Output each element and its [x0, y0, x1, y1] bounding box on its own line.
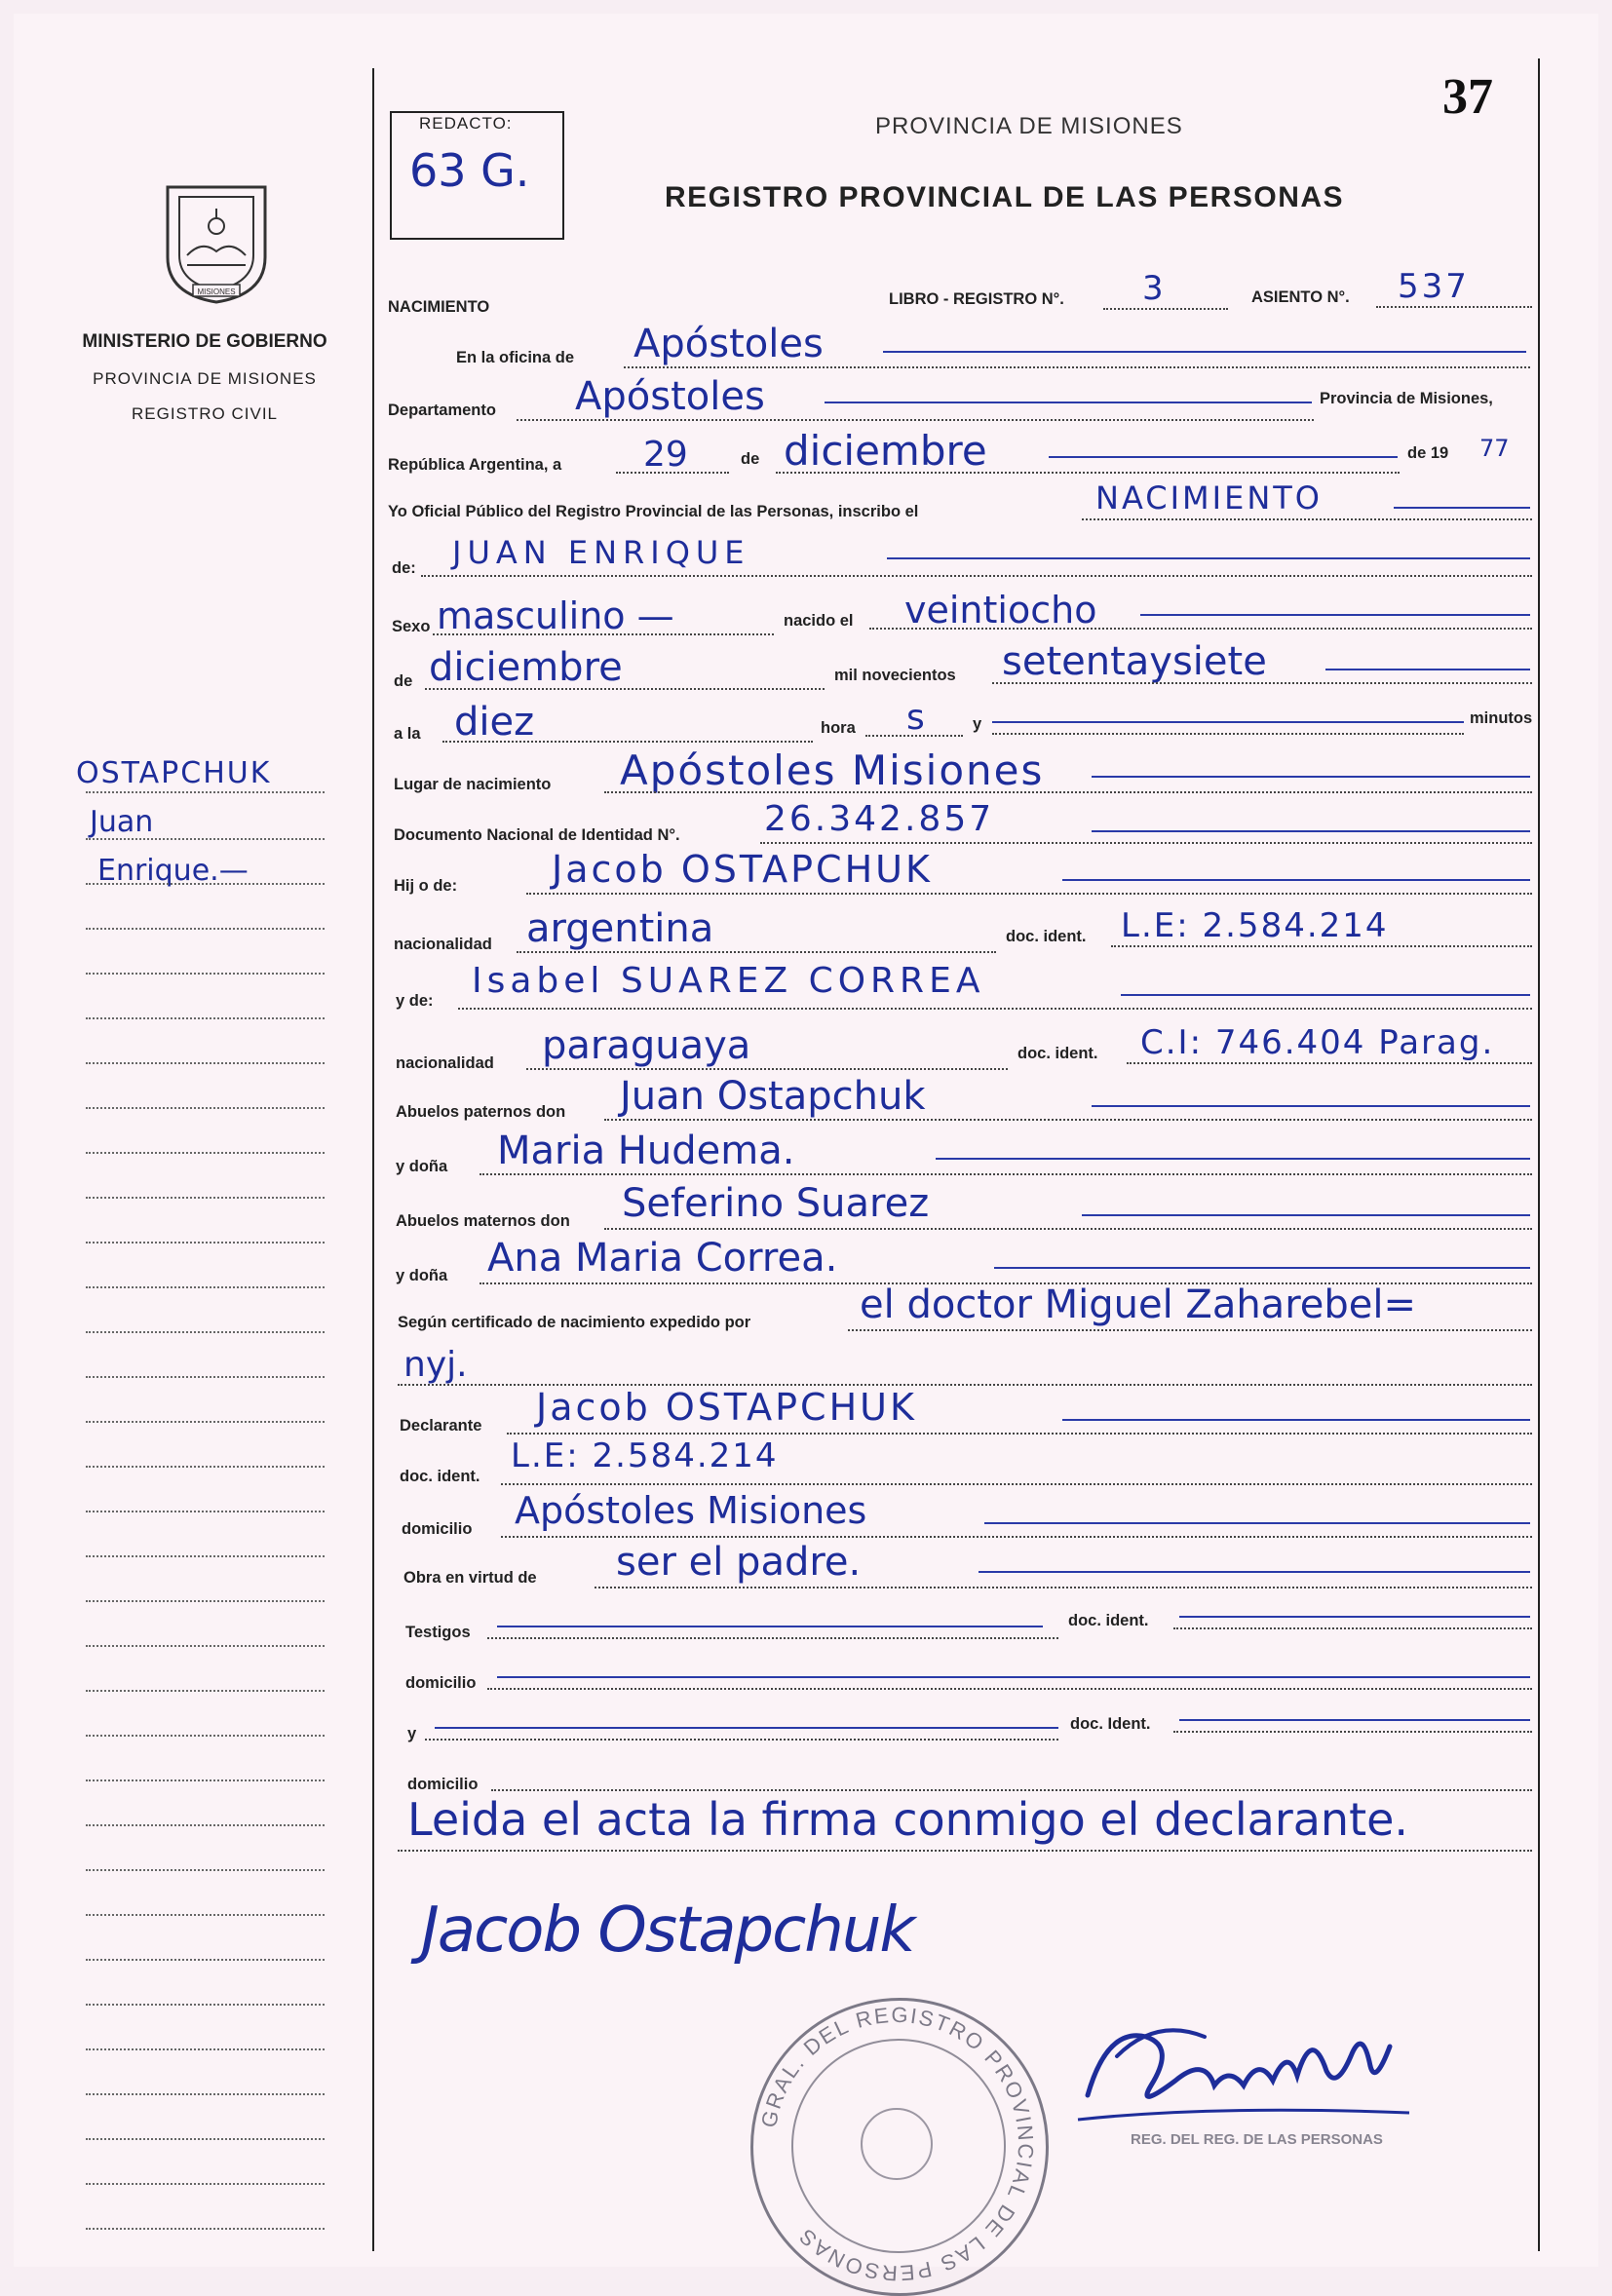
margin-line: [86, 1869, 325, 1871]
ab-pat-line: [604, 1119, 1532, 1121]
de-nombre-label: de:: [392, 559, 416, 577]
margin-line: [86, 1555, 325, 1557]
provincial-seal-icon: [158, 179, 275, 306]
official-stamp-text: [1121, 2095, 1394, 2173]
margin-line: [86, 1331, 325, 1333]
svg-text:GRAL. DEL REGISTRO PROVINCIAL: [756, 2003, 1038, 2286]
margin-line: [86, 1914, 325, 1916]
header-province: PROVINCIA DE MISIONES: [875, 113, 1183, 139]
yo-oficial-label: Yo Oficial Público del Registro Provincial de las Personas, inscribo el: [388, 503, 919, 520]
doc-madre-line: [1127, 1062, 1532, 1064]
sexo-value: masculino —: [437, 594, 674, 637]
margin-line: [86, 1511, 325, 1512]
ab-pat-underline: [1092, 1105, 1530, 1107]
domicilio-underline: [984, 1522, 1530, 1524]
ministry-province: PROVINCIA DE MISIONES: [93, 369, 317, 388]
dni-value: 26.342.857: [764, 799, 995, 839]
madre-line: [458, 1008, 1532, 1010]
oficina-label: En la oficina de: [456, 349, 575, 366]
republica-label: República Argentina, a: [388, 456, 562, 474]
stamp-side-text: REG. DEL REG. DE LAS PERSONAS: [1131, 2131, 1383, 2148]
de-anio-label: de 19: [1407, 444, 1449, 462]
inscribo-value: NACIMIENTO: [1095, 479, 1323, 517]
nacionalidad-madre-label: nacionalidad: [396, 1054, 494, 1072]
madre-value: Isabel SUAREZ CORREA: [472, 961, 985, 1001]
closing-statement: Leida el acta la firma conmigo el declarante.: [407, 1793, 1409, 1846]
inscribo-line: [1082, 518, 1532, 520]
ab-mat-dona-underline: [994, 1267, 1530, 1269]
margin-line: [86, 791, 325, 793]
y-dona-mat-label: y doña: [396, 1267, 448, 1284]
margin-line: [86, 928, 325, 930]
nacido-line: [869, 628, 1532, 630]
hora-s-value: s: [906, 698, 925, 738]
margin-line: [86, 2004, 325, 2006]
margin-line: [86, 838, 325, 840]
nacimiento-label: NACIMIENTO: [388, 298, 490, 316]
doc-testigo2-line: [1173, 1731, 1532, 1733]
departamento-underline: [825, 402, 1312, 403]
nombre-value: JUAN ENRIQUE: [452, 534, 750, 571]
lugar-underline: [1092, 776, 1530, 778]
departamento-value: Apóstoles: [575, 374, 765, 419]
ab-mat-underline: [1082, 1214, 1530, 1216]
madre-underline: [1121, 994, 1530, 996]
provincia-label: Provincia de Misiones,: [1320, 390, 1493, 407]
margin-line: [86, 1152, 325, 1154]
lugar-label: Lugar de nacimiento: [394, 776, 552, 793]
seal-text: MISIONES: [197, 287, 236, 296]
margin-line: [86, 1466, 325, 1468]
mes-value: diciembre: [784, 427, 987, 475]
stamp-circular-text: GRAL. DEL REGISTRO PROVINCIAL DE LAS PERSONAS: [756, 2002, 1039, 2286]
de2-label: de: [394, 672, 413, 690]
nombre-underline: [887, 557, 1530, 559]
nacido-value: veintiocho: [904, 589, 1097, 631]
a-la-label: a la: [394, 725, 421, 743]
doc-padre-line: [1111, 945, 1532, 947]
page-number: 37: [1442, 69, 1493, 125]
mes-nac-line: [425, 688, 825, 690]
departamento-line: [517, 419, 1314, 421]
minutos-label: minutos: [1470, 709, 1533, 727]
sexo-line: [433, 633, 774, 635]
libro-value: 3: [1142, 269, 1164, 308]
declarante-underline: [1062, 1419, 1530, 1421]
margin-line: [86, 973, 325, 975]
domicilio2-line: [487, 1688, 1532, 1690]
obra-line: [595, 1587, 1532, 1588]
minutos-underline: [992, 721, 1464, 723]
registry-stamp-text: [750, 1998, 1043, 2290]
margin-line: [86, 2093, 325, 2095]
asiento-label: ASIENTO N°.: [1251, 288, 1350, 306]
doc-padre-value: L.E: 2.584.214: [1121, 906, 1389, 945]
doc-ident-testigo2-label: doc. Ident.: [1070, 1715, 1151, 1733]
hora-s-line: [865, 735, 963, 737]
margin-line: [86, 883, 325, 885]
anio-nac-value: setentaysiete: [1002, 639, 1267, 684]
dni-label: Documento Nacional de Identidad N°.: [394, 826, 680, 844]
margin-line: [86, 1421, 325, 1423]
inscribo-underline: [1394, 507, 1530, 509]
mil-label: mil novecientos: [834, 667, 956, 684]
departamento-label: Departamento: [388, 402, 496, 419]
declarant-signature: Jacob Ostapchuk: [421, 1894, 914, 1967]
padre-value: Jacob OSTAPCHUK: [552, 848, 933, 891]
ab-mat-dona-value: Ana Maria Correa.: [487, 1236, 838, 1281]
redacto-value: 63 G.: [409, 144, 530, 197]
segun-label: Según certificado de nacimiento expedido por: [398, 1314, 751, 1331]
margin-rule-left: [372, 68, 374, 2251]
hora-value: diez: [454, 700, 535, 745]
lugar-line: [604, 791, 1532, 793]
domicilio-line: [501, 1536, 1532, 1538]
asiento-value: 537: [1398, 267, 1470, 306]
margin-rule-right: [1538, 58, 1540, 2251]
anio-value: 77: [1479, 435, 1510, 462]
redacto-label: REDACTO:: [419, 114, 513, 133]
mes-underline: [1049, 456, 1398, 458]
testigos-underline: [497, 1626, 1043, 1627]
margin-line: [86, 1197, 325, 1199]
nac-padre-value: argentina: [526, 906, 714, 951]
y-label: y: [973, 715, 982, 733]
margin-note-name: Juan: [90, 805, 154, 839]
doc-testigo2-underline: [1179, 1719, 1530, 1721]
margin-note-name2: Enrique.—: [97, 854, 249, 888]
margin-line: [86, 1735, 325, 1737]
ab-mat-value: Seferino Suarez: [622, 1181, 930, 1226]
declarante-label: Declarante: [400, 1417, 482, 1435]
ab-pat-dona-underline: [936, 1158, 1530, 1160]
doc-ident-decl-label: doc. ident.: [400, 1468, 480, 1485]
margin-line: [86, 1286, 325, 1288]
margin-line: [86, 1062, 325, 1064]
ab-pat-dona-line: [480, 1173, 1532, 1175]
y2-label: y: [407, 1725, 417, 1742]
margin-line: [86, 1645, 325, 1647]
hora-line: [442, 741, 813, 743]
margin-note-surname: OSTAPCHUK: [76, 756, 272, 790]
margin-line: [86, 2048, 325, 2050]
segun-line: [848, 1329, 1532, 1331]
closing-line: [398, 1850, 1532, 1852]
libro-label: LIBRO - REGISTRO N°.: [889, 290, 1064, 308]
oficina-line: [624, 366, 1530, 368]
ab-pat-value: Juan Ostapchuk: [620, 1074, 926, 1119]
libro-line: [1103, 308, 1228, 310]
testigos-label: Testigos: [405, 1624, 471, 1641]
margin-line: [86, 1376, 325, 1378]
anio-nac-underline: [1325, 669, 1530, 670]
margin-line: [86, 1824, 325, 1826]
ab-mat-label: Abuelos maternos don: [396, 1212, 570, 1230]
ab-pat-dona-value: Maria Hudema.: [497, 1129, 795, 1173]
testigos-line: [487, 1637, 1058, 1639]
margin-line: [86, 2138, 325, 2140]
margin-line: [86, 2183, 325, 2185]
margin-line: [86, 1600, 325, 1602]
doc-ident-madre-label: doc. ident.: [1017, 1045, 1098, 1062]
segun-value: el doctor Miguel Zaharebel=: [860, 1282, 1416, 1327]
nombre-line: [421, 575, 1532, 577]
minutos-line: [992, 733, 1464, 735]
declarante-line: [507, 1433, 1532, 1435]
nacionalidad-padre-label: nacionalidad: [394, 936, 492, 953]
ab-pat-label: Abuelos paternos don: [396, 1103, 566, 1121]
hijo-label: Hij o de:: [394, 877, 458, 895]
de-label: de: [741, 450, 760, 468]
dni-line: [760, 842, 1532, 844]
doc-testigo1-underline: [1179, 1616, 1530, 1618]
y-de-label: y de:: [396, 992, 434, 1010]
ab-mat-line: [604, 1228, 1532, 1230]
segun-cont-value: nyj.: [403, 1345, 468, 1385]
margin-line: [86, 1017, 325, 1019]
ministry-registry: REGISTRO CIVIL: [131, 404, 279, 423]
asiento-line: [1376, 306, 1532, 308]
margin-line: [86, 1690, 325, 1692]
domicilio3-line: [491, 1789, 1532, 1791]
domicilio2-label: domicilio: [405, 1674, 477, 1692]
domicilio-value: Apóstoles Misiones: [515, 1489, 867, 1532]
nac-madre-value: paraguaya: [542, 1023, 751, 1068]
domicilio3-label: domicilio: [407, 1776, 479, 1793]
obra-value: ser el padre.: [616, 1540, 862, 1585]
hora-label: hora: [821, 719, 856, 737]
doc-ident-testigo1-label: doc. ident.: [1068, 1612, 1149, 1629]
y-dona-pat-label: y doña: [396, 1158, 448, 1175]
margin-line: [86, 1779, 325, 1781]
declarante-value: Jacob OSTAPCHUK: [536, 1386, 917, 1429]
y2-underline: [435, 1727, 1058, 1729]
margin-line: [86, 1959, 325, 1961]
margin-line: [86, 1107, 325, 1109]
doc-ident-padre-label: doc. ident.: [1006, 928, 1087, 945]
doc-testigo1-line: [1173, 1627, 1532, 1629]
nac-madre-line: [526, 1068, 1008, 1070]
doc-decl-value: L.E: 2.584.214: [511, 1436, 779, 1475]
padre-line: [526, 893, 1532, 895]
doc-decl-line: [501, 1483, 1532, 1485]
anio-nac-line: [992, 682, 1532, 684]
obra-label: Obra en virtud de: [403, 1569, 537, 1587]
header-title: REGISTRO PROVINCIAL DE LAS PERSONAS: [665, 181, 1345, 213]
doc-madre-value: C.I: 746.404 Parag.: [1140, 1023, 1495, 1062]
nacido-label: nacido el: [784, 612, 854, 630]
y2-line: [425, 1739, 1058, 1741]
dni-underline: [1092, 830, 1530, 832]
lugar-value: Apóstoles Misiones: [620, 746, 1045, 794]
margin-line: [86, 2228, 325, 2230]
nacido-underline: [1140, 614, 1530, 616]
oficina-underline: [883, 351, 1526, 353]
mes-nac-value: diciembre: [429, 645, 623, 690]
obra-underline: [979, 1571, 1530, 1573]
padre-underline: [1062, 879, 1530, 881]
margin-line: [86, 1242, 325, 1244]
domicilio2-underline: [497, 1676, 1530, 1678]
oficina-value: Apóstoles: [633, 322, 824, 366]
dia-value: 29: [643, 435, 688, 475]
ministry-name: MINISTERIO DE GOBIERNO: [82, 331, 327, 352]
nac-padre-line: [517, 951, 996, 953]
domicilio-label: domicilio: [402, 1520, 473, 1538]
sexo-label: Sexo: [392, 618, 431, 635]
